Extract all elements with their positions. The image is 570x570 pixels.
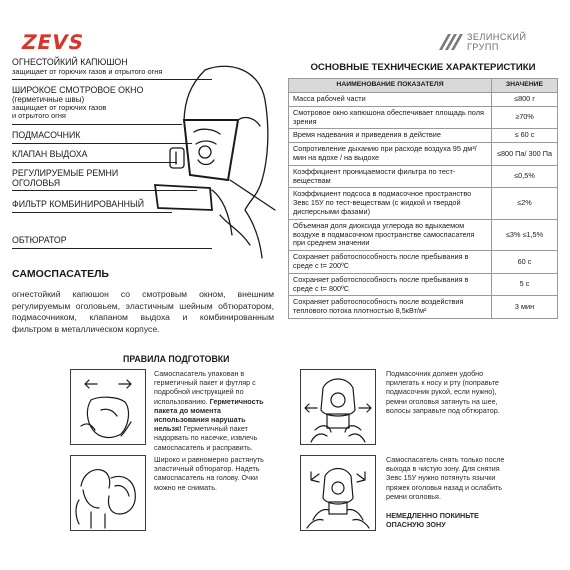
arrow-right-icon bbox=[119, 380, 131, 388]
step2-image bbox=[70, 455, 146, 531]
value-cell: 3 мин bbox=[492, 296, 558, 319]
zelinsky-mark-icon bbox=[437, 32, 463, 52]
label-obturator: ОБТЮРАТОР bbox=[12, 235, 67, 245]
step3-image bbox=[300, 369, 376, 445]
self-rescuer-illustration bbox=[150, 60, 280, 260]
step4-text: Самоспасатель снять только после выхода в чистую зону. Для снятия Зевс 15У нужно потянуть язычки пряжек оголовья назад и ослабить ремни оголовья. bbox=[386, 455, 505, 501]
arrow-right-icon bbox=[359, 404, 371, 412]
step4-image bbox=[300, 455, 376, 531]
param-cell: Время надевания и приведения в действие bbox=[289, 129, 492, 143]
label-filter: ФИЛЬТР КОМБИНИРОВАННЫЙ bbox=[12, 199, 145, 209]
param-cell: Сохраняет работоспособность после пребывания в среде с t= 200ºC bbox=[289, 251, 492, 274]
zelinsky-line2: ГРУПП bbox=[467, 42, 499, 52]
product-description: огнестойкий капюшон со смотровым окном, внешним регулируемым оголовьем, эластичным шейным обтюратором, подмасочником, клапаном выдоха и комбинированным фильтром в металлическом корпусе. bbox=[12, 289, 274, 334]
param-cell: Коэффициент проницаемости фильтра по тест-веществам bbox=[289, 165, 492, 188]
step1-text: Самоспасатель упакован в герметичный пакет и футляр с подробной инструкцией по использованию. Герметичность пакета до момента использования нарушать нельзя! Герметичный пакет надорвать по насечке, извлечь самоспасатель и расправить. bbox=[154, 369, 264, 452]
step2-text: Широко и равномерно растянуть эластичный обтюратор. Надеть самоспасатель на голову. Очки можно не снимать. bbox=[154, 455, 264, 492]
specs-table bbox=[288, 78, 558, 319]
label-inner-mask: ПОДМАСОЧНИК bbox=[12, 130, 81, 140]
arrow-up-right-icon bbox=[357, 472, 365, 482]
value-cell: 60 с bbox=[492, 251, 558, 274]
table-row bbox=[289, 273, 558, 296]
product-title: САМОСПАСАТЕЛЬ bbox=[12, 268, 109, 280]
label-exhale-valve: КЛАПАН ВЫДОХА bbox=[12, 149, 88, 159]
param-cell: Смотровое окно капюшона обеспечивает площадь поля зрения bbox=[289, 106, 492, 129]
table-row bbox=[289, 219, 558, 250]
param-cell: Сохраняет работоспособность после воздействия теплового потока плотностью 8,5кВт/м² bbox=[289, 296, 492, 319]
specs-header-row bbox=[289, 79, 558, 93]
table-row bbox=[289, 165, 558, 188]
arrow-left-icon bbox=[85, 380, 97, 388]
step3-text: Подмасочник должен удобно прилегать к носу и рту (поправьте подмасочник рукой, если нужно), ремни оголовья затянуть на шее, волосы заправьте под обтюратор. bbox=[386, 369, 500, 415]
col-param-header: НАИМЕНОВАНИЕ ПОКАЗАТЕЛЯ bbox=[289, 79, 492, 93]
value-cell: ≤800 Па/ 300 Па bbox=[492, 143, 558, 166]
param-cell: Коэффициент подсоса в подмасочное пространство Зевс 15У по тест-веществам (с жидкой и твердой дисперсными фазами) bbox=[289, 188, 492, 219]
value-cell: ≤3% ≤1,5% bbox=[492, 219, 558, 250]
prep-title: ПРАВИЛА ПОДГОТОВКИ bbox=[123, 354, 230, 364]
zelinsky-line1: ЗЕЛИНСКИЙ bbox=[467, 32, 527, 42]
table-row bbox=[289, 251, 558, 274]
table-row bbox=[289, 106, 558, 129]
table-row bbox=[289, 188, 558, 219]
param-cell: Сопротивление дыханию при расходе воздуха 95 дм³/мин на вдохе / на выдохе bbox=[289, 143, 492, 166]
arrow-left-icon bbox=[305, 404, 317, 412]
table-row bbox=[289, 93, 558, 107]
value-cell: ≤ 60 с bbox=[492, 129, 558, 143]
table-row bbox=[289, 143, 558, 166]
value-cell: ≤2% bbox=[492, 188, 558, 219]
param-cell: Масса рабочей части bbox=[289, 93, 492, 107]
table-row bbox=[289, 296, 558, 319]
value-cell: ≥70% bbox=[492, 106, 558, 129]
zevs-logo: ZEVS bbox=[19, 30, 87, 54]
step1-image bbox=[70, 369, 146, 445]
col-value-header: ЗНАЧЕНИЕ bbox=[492, 79, 558, 93]
label-hood: ОГНЕСТОЙКИЙ КАПЮШОН защищает от горючих газов и отрытого огня bbox=[12, 57, 163, 76]
value-cell: 5 с bbox=[492, 273, 558, 296]
label-straps: РЕГУЛИРУЕМЫЕ РЕМНИ ОГОЛОВЬЯ bbox=[12, 168, 119, 188]
param-cell: Сохраняет работоспособность после пребывания в среде с t= 800ºC bbox=[289, 273, 492, 296]
param-cell: Объемная доля диоксида углерода во вдыхаемом воздухе в подмасочном пространстве самоспасателя при среднем значении bbox=[289, 219, 492, 250]
value-cell: ≤0,5% bbox=[492, 165, 558, 188]
zelinsky-group-logo bbox=[437, 30, 549, 54]
specs-title: ОСНОВНЫЕ ТЕХНИЧЕСКИЕ ХАРАКТЕРИСТИКИ bbox=[310, 62, 536, 73]
leader-line bbox=[12, 212, 172, 213]
step4-warning: НЕМЕДЛЕННО ПОКИНЬТЕ ОПАСНУЮ ЗОНУ bbox=[386, 511, 479, 530]
arrow-up-left-icon bbox=[311, 472, 319, 482]
value-cell: ≤800 г bbox=[492, 93, 558, 107]
table-row bbox=[289, 129, 558, 143]
label-window: ШИРОКОЕ СМОТРОВОЕ ОКНО (герметичные швы) защищает от горючих газов и отрытого огня bbox=[12, 85, 144, 121]
